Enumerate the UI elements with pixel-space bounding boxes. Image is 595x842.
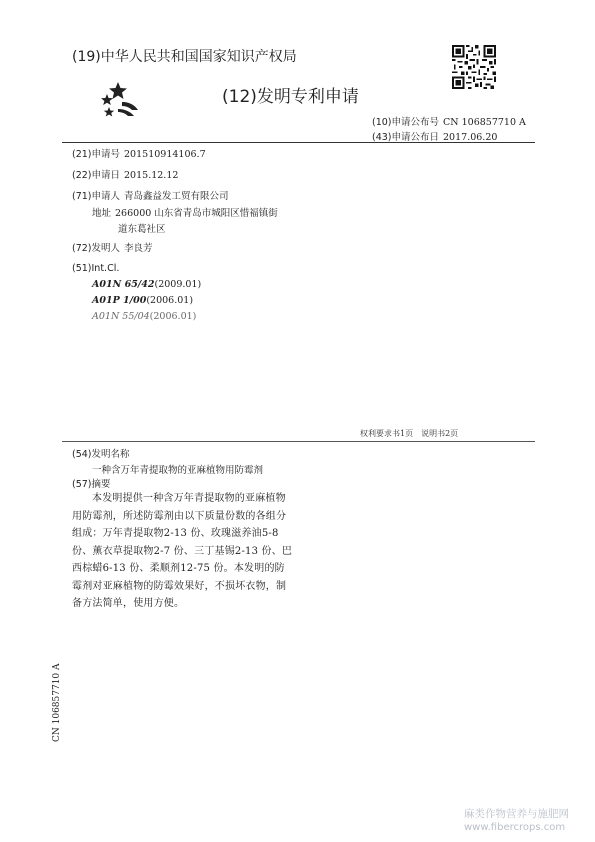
ipc-code: A01P 1/00: [92, 295, 147, 306]
ipc-class-3: [92, 311, 196, 322]
watermark-line1: 麻类作物营养与施肥网: [464, 808, 569, 820]
address-line1: 266000 山东省青岛市城阳区惜福镇街: [115, 208, 278, 219]
inventor: [72, 240, 153, 254]
header-divider: [62, 142, 535, 143]
filing-date: [72, 167, 178, 181]
application-number: [72, 146, 206, 160]
pub-number-label: (10)申请公布号: [372, 117, 440, 128]
app-number-label: (21)申请号: [72, 149, 121, 160]
ipc-date: (2006.01): [149, 311, 197, 322]
pub-date-label: (43)申请公布日: [372, 132, 440, 143]
filing-date-label: (22)申请日: [72, 170, 121, 181]
publication-date: [372, 129, 497, 143]
address-label: 地址: [92, 208, 112, 219]
pub-number-value: CN 106857710 A: [443, 117, 526, 128]
app-number-value: 201510914106.7: [124, 149, 206, 160]
ipc-date: (2006.01): [146, 295, 194, 306]
publication-number: [372, 114, 526, 128]
ipc-class-1: [92, 279, 201, 290]
invention-title-heading: [72, 446, 130, 460]
qr-code-icon: [452, 45, 496, 89]
inventor-label: (72)发明人: [72, 243, 121, 254]
address-line2: 道东葛社区: [118, 224, 166, 235]
int-cl-heading: [72, 263, 119, 274]
section-divider: [62, 441, 535, 442]
invention-title-label: (54)发明名称: [72, 449, 130, 460]
document-type: (12)发明专利申请: [222, 87, 359, 107]
cnipa-logo-icon: [98, 80, 140, 120]
ipc-class-2: [92, 295, 193, 306]
ipc-code: A01N 65/42: [92, 279, 155, 290]
invention-title: 一种含万年青提取物的亚麻植物用防霉剂: [92, 465, 264, 476]
site-watermark: [464, 808, 569, 834]
agency-name: (19)中华人民共和国国家知识产权局: [72, 49, 297, 65]
address: [92, 205, 278, 219]
applicant-value: 青岛鑫益发工贸有限公司: [124, 191, 229, 202]
int-cl-label: (51)Int.Cl.: [72, 263, 120, 274]
watermark-line2: www.fibercrops.com: [464, 822, 566, 833]
applicant-label: (71)申请人: [72, 191, 121, 202]
inventor-value: 李良芳: [124, 243, 153, 254]
filing-date-value: 2015.12.12: [124, 170, 179, 181]
ipc-code: A01N 55/04: [92, 311, 150, 322]
applicant: [72, 188, 229, 202]
side-publication-number: CN 106857710 A: [52, 663, 62, 742]
abstract-label: (57)摘要: [72, 479, 111, 490]
abstract-heading: [72, 476, 111, 490]
abstract-text: 本发明提供一种含万年青提取物的亚麻植物用防霉剂，所述防霉剂由以下质量份数的各组分组成：万年青提取物2-13 份、玫瑰滋养油5-8份、薰衣草提取物2-7 份、三丁基锡2-13 份、巴西棕蜡6-13 份、柔顺剂12-75 份。本发明的防霉剂对亚麻植物的防霉效果好，不损坏衣物，制备方法简单，使用方便。: [72, 493, 293, 609]
pub-date-value: 2017.06.20: [443, 132, 498, 143]
ipc-date: (2009.01): [154, 279, 202, 290]
pages-info: 权利要求书1页 说明书2页: [360, 429, 459, 438]
address-continued: [118, 221, 166, 235]
